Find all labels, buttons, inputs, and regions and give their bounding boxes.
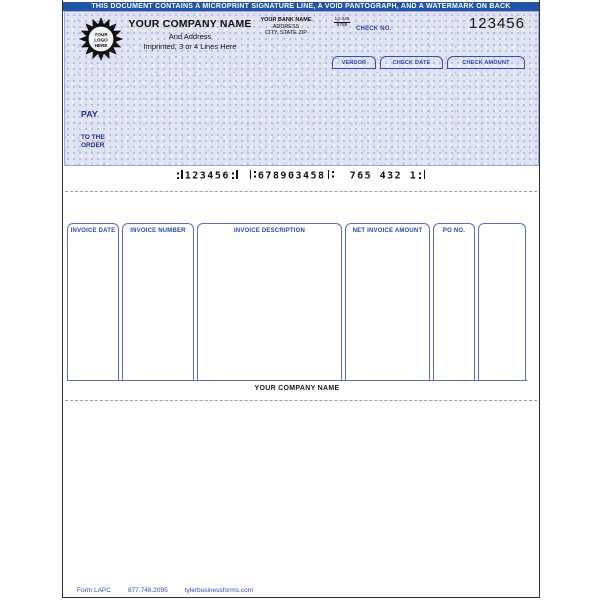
check-number: 123456 (468, 15, 525, 32)
form-page (62, 0, 540, 598)
company-imprint-block (109, 18, 271, 51)
invoice-stub-table (67, 223, 527, 381)
check-no-label: CHECK NO. (356, 26, 392, 32)
pay-label: PAY (81, 109, 98, 119)
perforation-line-bottom (65, 400, 537, 401)
column-po-no: PO NO. (433, 223, 475, 380)
stub-company-name: YOUR COMPANY NAME (254, 385, 340, 392)
column-invoice-date: INVOICE DATE (67, 223, 119, 380)
bank-city-state-zip: CITY, STATE ZIP (265, 30, 307, 36)
fraction-denominator: 6789 (336, 23, 348, 29)
check-field-tabs (332, 56, 525, 69)
micr-account-number: 765 432 1 (349, 170, 418, 182)
form-number: Form LAPC (77, 587, 111, 594)
column-net-invoice-amount: NET INVOICE AMOUNT (345, 223, 430, 380)
form-footer (77, 587, 253, 594)
column-invoice-description: INVOICE DESCRIPTION (197, 223, 342, 380)
bank-block (249, 17, 323, 37)
check-amount-field: CHECK AMOUNT (447, 56, 525, 69)
micr-onus-icon (177, 170, 183, 179)
logo-text-line3: HERE (94, 43, 108, 48)
check-date-field: CHECK DATE (380, 56, 443, 69)
bank-name: YOUR BANK NAME (260, 17, 312, 23)
micr-transit-icon (250, 170, 256, 179)
security-banner: THIS DOCUMENT CONTAINS A MICROPRINT SIGNATURE LINE, A VOID PANTOGRAPH, AND A WATERMARK ON BACK (63, 2, 539, 11)
to-the-order-label: TO THE ORDER (81, 134, 105, 149)
column-invoice-number: INVOICE NUMBER (122, 223, 194, 380)
bank-address: ADDRESS (272, 23, 300, 30)
column-blank (478, 223, 526, 380)
logo-text-line2: LOGO (94, 37, 108, 43)
fraction-numerator: 12-345 (334, 17, 350, 22)
logo-text-line1: YOUR (94, 32, 108, 37)
micr-onus-icon (419, 170, 425, 179)
check-region (64, 11, 539, 166)
micr-check-number: 123456 (184, 170, 230, 182)
company-name: YOUR COMPANY NAME (128, 18, 252, 30)
footer-phone: 877.748.2095 (127, 587, 168, 594)
footer-website: tylerbusinessforms.com (184, 587, 253, 594)
perforation-line-top (65, 191, 537, 192)
micr-transit-icon (328, 170, 334, 179)
routing-fraction (331, 17, 353, 28)
company-address-line: And Address (168, 31, 212, 41)
micr-line (63, 170, 539, 182)
micr-routing-number: 678903458 (257, 170, 326, 182)
micr-onus-icon (232, 170, 238, 179)
company-imprint-line: Imprinted, 3 or 4 Lines Here (143, 42, 237, 51)
vendor-field: VENDOR (332, 56, 376, 69)
